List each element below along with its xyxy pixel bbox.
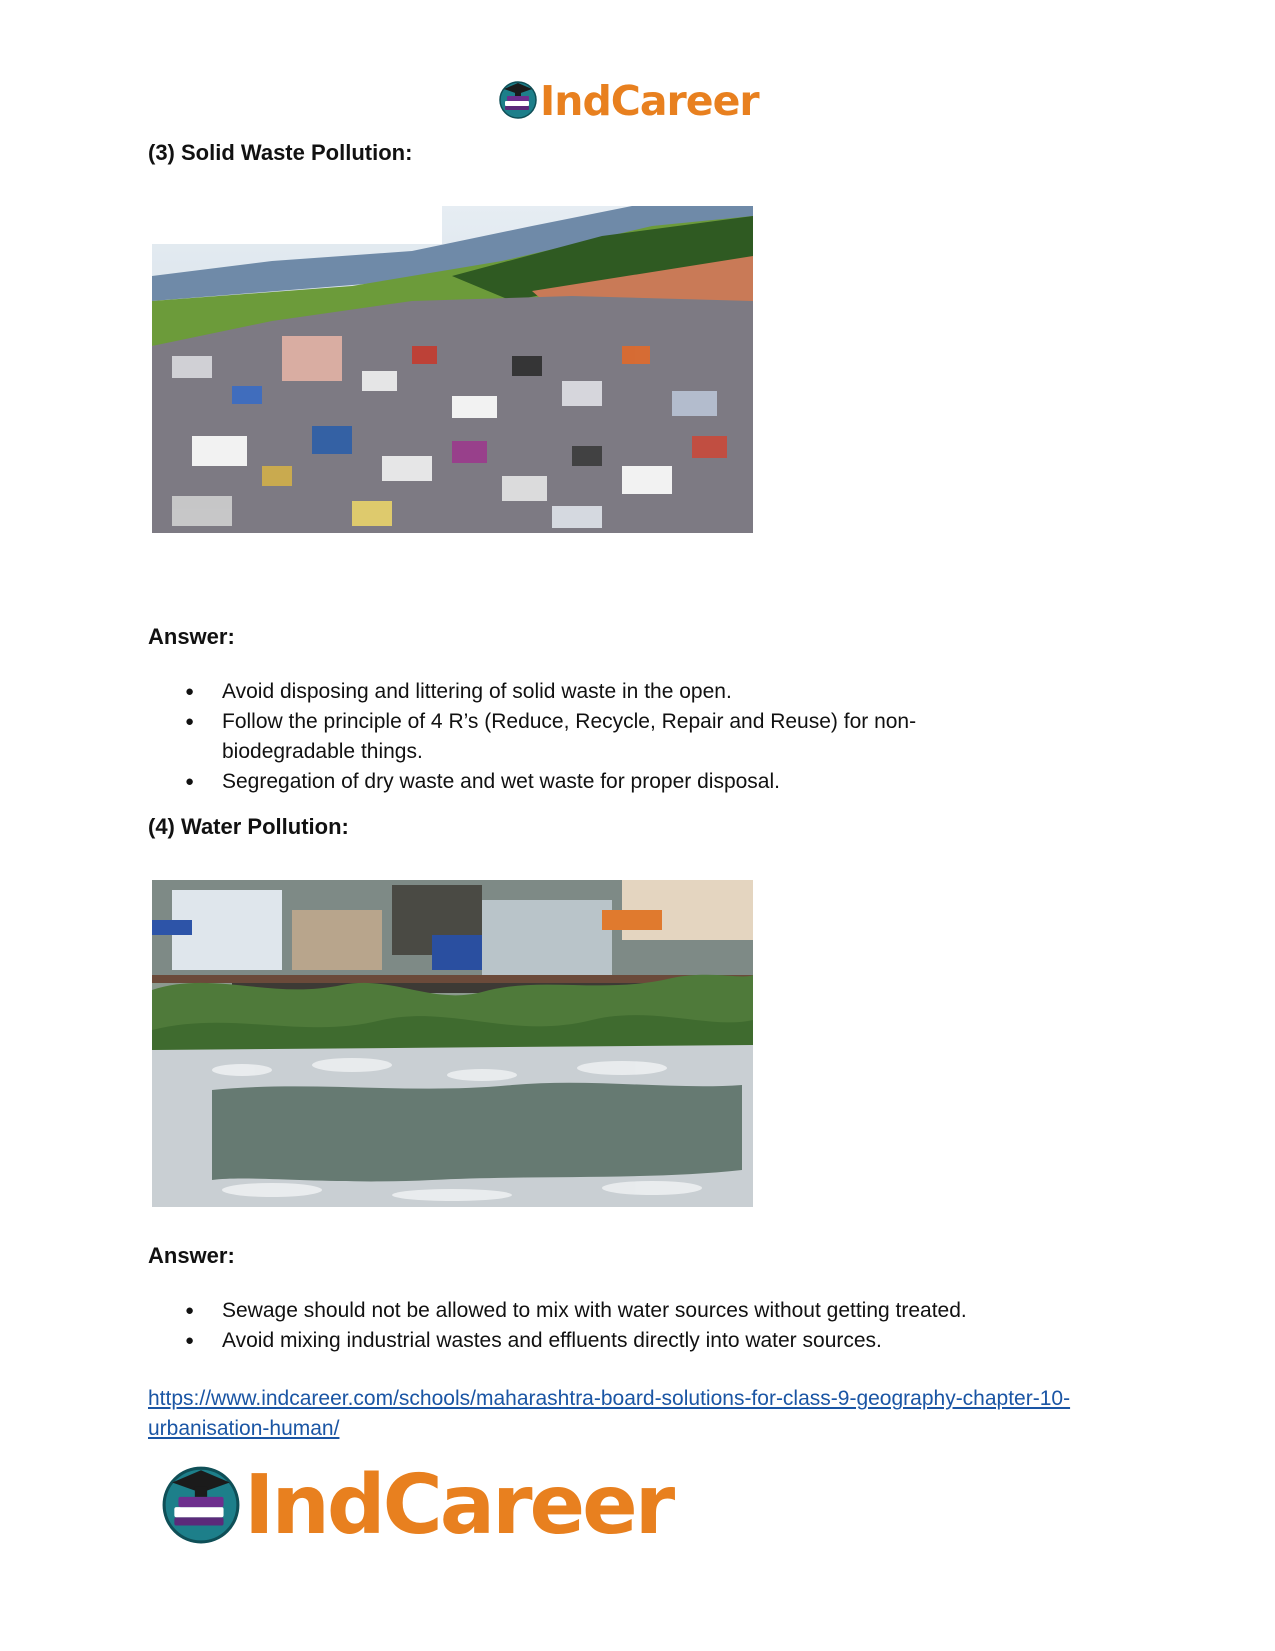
answer-list-solid-waste — [148, 677, 982, 797]
polluted-canal-photo — [152, 880, 753, 1207]
section-heading-water: (4) Water Pollution: — [148, 814, 349, 839]
logo-wordmark: IndCareer — [244, 1457, 673, 1553]
header-logo — [498, 79, 759, 124]
graduation-book-globe-icon — [160, 1462, 242, 1549]
landfill-garbage-photo — [152, 206, 753, 533]
list-item: ● Follow the principle of 4 R’s (Reduce, Recycle, Repair and Reuse) for non-biodegradable things. — [148, 707, 982, 767]
list-item: ● Sewage should not be allowed to mix with water sources without getting treated. — [148, 1296, 1122, 1326]
list-item: ● Segregation of dry waste and wet waste for proper disposal. — [148, 767, 982, 797]
section-heading-solid-waste: (3) Solid Waste Pollution: — [148, 140, 413, 165]
logo-wordmark: IndCareer — [540, 77, 759, 125]
list-item: ● Avoid disposing and littering of solid waste in the open. — [148, 677, 982, 707]
graduation-book-globe-icon — [498, 79, 538, 124]
list-item: ● Avoid mixing industrial wastes and effluents directly into water sources. — [148, 1326, 1122, 1356]
answer-label-water: Answer: — [148, 1243, 235, 1268]
answer-list-water — [148, 1296, 1122, 1356]
answer-label-solid-waste: Answer: — [148, 624, 235, 649]
footer-logo — [160, 1457, 673, 1553]
source-url-link[interactable]: https://www.indcareer.com/schools/maharashtra-board-solutions-for-class-9-geography-chapter-10-urbanisation-human/ — [148, 1387, 1071, 1440]
